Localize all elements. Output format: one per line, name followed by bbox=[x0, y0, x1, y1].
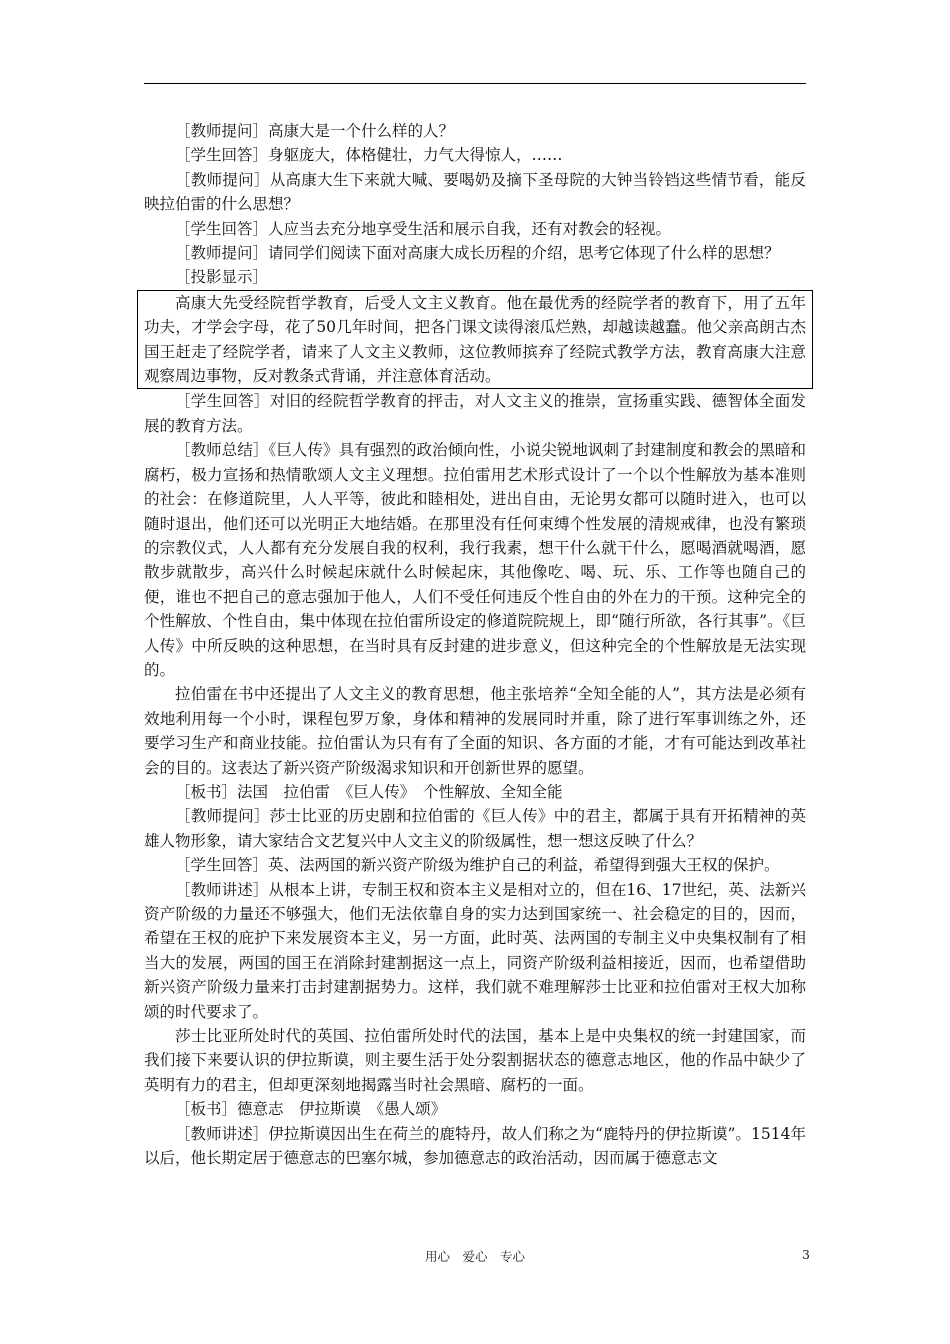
footer-motto: 用心 爱心 专心 bbox=[424, 1249, 525, 1264]
paragraph-q3: ［教师提问］请同学们阅读下面对高康大成长历程的介绍，思考它体现了什么样的思想？ bbox=[175, 244, 780, 263]
page-number: 3 bbox=[802, 1247, 810, 1262]
paragraph-projection-label: ［投影显示］ bbox=[175, 268, 269, 287]
paragraph-education: 拉伯雷在书中还提出了人文主义的教育思想，他主张培养“全知全能的人”，其方法是必须有效地利用每一个小时，课程包罗万象，身体和精神的发展同时并重，除了进行军事训练之外，还要学习生产和商业技能。拉伯雷认为只有有了全面的知识、各方面的才能，才有可能达到改革社会的目的。这表达了新兴资产阶级渴求知识和开创新世界的愿望。 bbox=[144, 685, 806, 777]
projection-box-text: 高康大先受经院哲学教育，后受人文主义教育。他在最优秀的经院学者的教育下，用了五年功夫，才学会字母，花了50几年时间，把各门课文读得滚瓜烂熟，却越读越蠢。他父亲高朗古杰国王赶走了经院学者，请来了人文主义教师，这位教师摈弃了经院式教学方法，教育高康大注意观察周边事物，反对教条式背诵，并注意体育活动。 bbox=[144, 293, 806, 386]
projection-box bbox=[137, 290, 813, 390]
paragraph-comparison: 莎士比亚所处时代的英国、拉伯雷所处时代的法国，基本上是中央集权的统一封建国家，而我们接下来要认识的伊拉斯谟，则主要生活于处分裂割据状态的德意志地区，他的作品中缺少了英明有力的君主，但却更深刻地揭露当时社会黑暗、腐朽的一面。 bbox=[144, 1027, 806, 1094]
paragraph-q2: ［教师提问］从高康大生下来就大喊、要喝奶及摘下圣母院的大钟当铃铛这些情节看，能反映拉伯雷的什么思想？ bbox=[144, 170, 806, 214]
paragraph-a1: ［学生回答］身躯庞大，体格健壮，力气大得惊人，…… bbox=[175, 146, 563, 165]
header-rule bbox=[144, 83, 806, 84]
paragraph-lecture-2: ［教师讲述］伊拉斯谟因出生在荷兰的鹿特丹，故人们称之为“鹿特丹的伊拉斯谟”。1514年以后，他长期定居于德意志的巴塞尔城，参加德意志的政治活动，因而属于德意志文 bbox=[144, 1124, 806, 1168]
paragraph-a3: ［学生回答］对旧的经院哲学教育的抨击，对人文主义的推崇，宣扬重实践、德智体全面发展的教育方法。 bbox=[144, 392, 806, 435]
paragraph-q1: ［教师提问］高康大是一个什么样的人？ bbox=[175, 122, 455, 140]
paragraph-lecture-1: ［教师讲述］从根本上讲，专制王权和资本主义是相对立的，但在16、17世纪，英、法新兴资产阶级的力量还不够强大，他们无法依靠自身的实力达到国家统一、社会稳定的目的，因而，希望在王权的庇护下来发展资本主义，另一方面，此时英、法两国的专制主义中央集权制有了相当大的发展，两国的国王在消除封建割据这一点上，同资产阶级利益相接近，因而，也希望借助新兴资产阶级力量来打击封建割据势力。这样，我们就不难理解莎士比亚和拉伯雷对王权大加称颂的时代要求了。 bbox=[144, 880, 806, 1021]
paragraph-a4: ［学生回答］英、法两国的新兴资产阶级为维护自己的利益，希望得到强大王权的保护。 bbox=[175, 856, 780, 875]
paragraph-a2: ［学生回答］人应当去充分地享受生活和展示自我，还有对教会的轻视。 bbox=[175, 219, 672, 238]
paragraph-board-2: ［板书］德意志 伊拉斯谟 《愚人颂》 bbox=[175, 1100, 447, 1119]
document-body bbox=[144, 119, 806, 1170]
paragraph-board-1: ［板书］法国 拉伯雷 《巨人传》 个性解放、全知全能 bbox=[175, 782, 563, 801]
paragraph-q4: ［教师提问］莎士比亚的历史剧和拉伯雷的《巨人传》中的君主，都属于具有开拓精神的英雄人物形象，请大家结合文艺复兴中人文主义的阶级属性，想一想这反映了什么？ bbox=[144, 807, 806, 850]
paragraph-summary: ［教师总结］《巨人传》具有强烈的政治倾向性，小说尖锐地讽刺了封建制度和教会的黑暗和腐朽，极力宣扬和热情歌颂人文主义理想。拉伯雷用艺术形式设计了一个以个性解放为基本准则的社会：在修道院里，人人平等，彼此和睦相处，进出自由，无论男女都可以随时进入，也可以随时退出，他们还可以光明正大地结婚。在那里没有任何束缚个性发展的清规戒律，也没有繁琐的宗教仪式，人人都有充分发展自我的权利，我行我素，想干什么就干什么，愿喝酒就喝酒，愿散步就散步，高兴什么时候起床就什么时候起床，其他像吃、喝、玩、乐、工作等也随自己的便，谁也不把自己的意志强加于他人，人们不受任何违反个性自由的外在力的干预。这种完全的个性解放、个性自由，集中体现在拉伯雷所设定的修道院院规上，即“随行所欲，各行其事”。《巨人传》中所反映的这种思想，在当时具有反封建的进步意义，但这种完全的个性解放是无法实现的。 bbox=[144, 441, 806, 679]
